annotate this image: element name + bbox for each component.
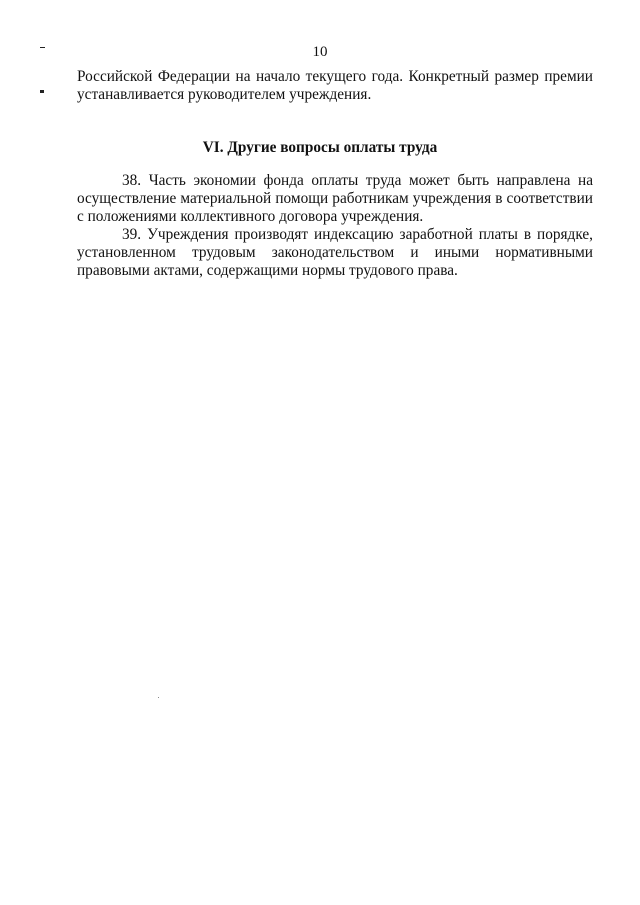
continuation-text-block bbox=[77, 68, 593, 104]
scan-artifact bbox=[158, 697, 159, 698]
scan-artifact bbox=[40, 90, 44, 93]
continuation-paragraph: Российской Федерации на начало текущего года. Конкретный размер премии устанавливается руководителем учреждения. bbox=[77, 68, 593, 103]
page-number: 10 bbox=[312, 44, 328, 60]
section-heading: VI. Другие вопросы оплаты труда bbox=[202, 139, 438, 156]
paragraph-38: 38. Часть экономии фонда оплаты труда может быть направлена на осуществление материальной помощи работникам учреждения в соответствии с положениями коллективного договора учреждения. bbox=[77, 172, 593, 225]
paragraph-39: 39. Учреждения производят индексацию заработной платы в порядке, установленном трудовым законодательством и иными нормативными правовыми актами, содержащими нормы трудового права. bbox=[77, 226, 593, 279]
section-body bbox=[77, 172, 593, 280]
